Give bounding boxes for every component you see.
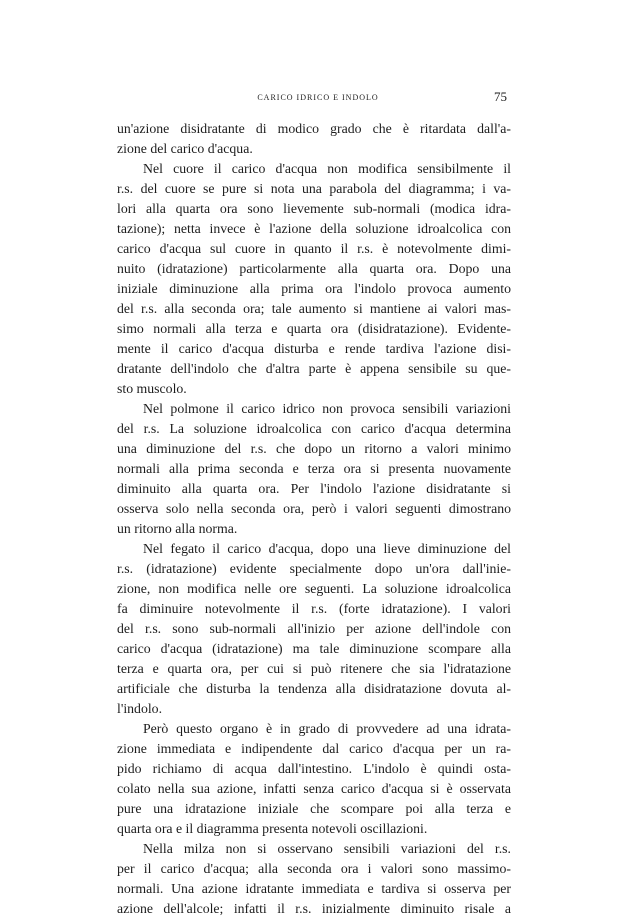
page-number: 75: [494, 89, 507, 104]
text-line: Nella milza non si osservano sensibili variazioni del r.s.: [143, 841, 511, 856]
text-line: del r.s. sono sub-normali all'inizio per azione dell'indole con: [117, 621, 511, 636]
running-title: CARICO IDRICO E INDOLO: [257, 93, 379, 102]
text-line: una diminuzione del r.s. che dopo un ritorno a valori minimo: [117, 441, 511, 456]
text-line: r.s. (idratazione) evidente specialmente dopo un'ora dall'inie-: [117, 561, 511, 576]
text-line: normali. Una azione idratante immediata e tardiva si osserva per: [117, 881, 511, 896]
text-line: azione dell'alcole; infatti il r.s. inizialmente diminuito risale a: [117, 901, 511, 916]
text-line: terza e quarta ora, per cui si può ritenere che sia l'idratazione: [117, 661, 511, 676]
text-line: per il carico d'acqua; alla seconda ora i valori sono massimo-: [117, 861, 511, 876]
text-line: carico d'acqua (idratazione) ma tale diminuzione scompare alla: [117, 641, 511, 656]
text-line: artificiale che disturba la tendenza alla disidratazione dovuta al-: [117, 681, 511, 696]
text-line: mente il carico d'acqua disturba e rende tardiva l'azione disi-: [117, 341, 511, 356]
text-line: Nel cuore il carico d'acqua non modifica sensibilmente il: [143, 161, 511, 176]
text-line: Però questo organo è in grado di provvedere ad una idrata-: [143, 721, 511, 736]
text-line: zione del carico d'acqua.: [117, 141, 253, 156]
text-line: del r.s. La soluzione idroalcolica con carico d'acqua determina: [117, 421, 511, 436]
text-line: del r.s. alla seconda ora; tale aumento si mantiene ai valori mas-: [117, 301, 511, 316]
text-line: osserva solo nella seconda ora, però i valori seguenti dimostrano: [117, 501, 511, 516]
text-line: dratante dell'indolo che d'altra parte è appena sensibile su que-: [117, 361, 511, 376]
text-line: un ritorno alla norma.: [117, 521, 238, 536]
text-line: un'azione disidratante di modico grado che è ritardata dall'a-: [117, 121, 511, 136]
text-line: zione immediata e indipendente dal carico d'acqua per un ra-: [117, 741, 511, 756]
text-line: fa diminuire notevolmente il r.s. (forte idratazione). I valori: [117, 601, 511, 616]
text-line: pido richiamo di acqua dall'intestino. L'indolo è quindi osta-: [117, 761, 511, 776]
text-line: quarta ora e il diagramma presenta notevoli oscillazioni.: [117, 821, 428, 836]
text-line: simo normali alla terza e quarta ora (disidratazione). Evidente-: [117, 321, 511, 336]
text-line: zione, non modifica nelle ore seguenti. La soluzione idroalcolica: [117, 581, 511, 596]
text-line: diminuito alla quarta ora. Per l'indolo l'azione disidratante si: [117, 481, 511, 496]
text-line: pure una idratazione iniziale che scompare poi alla terza e: [117, 801, 511, 816]
text-line: carico d'acqua sul cuore in quanto il r.s. è notevolmente dimi-: [117, 241, 511, 256]
text-line: colato nella sua azione, infatti senza carico d'acqua si è osservata: [117, 781, 511, 796]
text-line: Nel fegato il carico d'acqua, dopo una lieve diminuzione del: [143, 541, 511, 556]
text-line: Nel polmone il carico idrico non provoca sensibili variazioni: [143, 401, 511, 416]
text-line: lori alla quarta ora sono lievemente sub-normali (modica idra-: [117, 201, 511, 216]
text-line: tazione); netta invece è l'azione della soluzione idroalcolica con: [117, 221, 511, 236]
text-line: nuito (idratazione) particolarmente alla quarta ora. Dopo una: [117, 261, 511, 276]
text-line: normali alla prima seconda e terza ora si presenta nuovamente: [117, 461, 511, 476]
text-line: l'indolo.: [117, 701, 163, 716]
text-line: iniziale diminuzione alla prima ora l'indolo provoca aumento: [117, 281, 511, 296]
text-line: r.s. del cuore se pure si nota una parabola del diagramma; i va-: [117, 181, 511, 196]
text-line: sto muscolo.: [117, 381, 187, 396]
